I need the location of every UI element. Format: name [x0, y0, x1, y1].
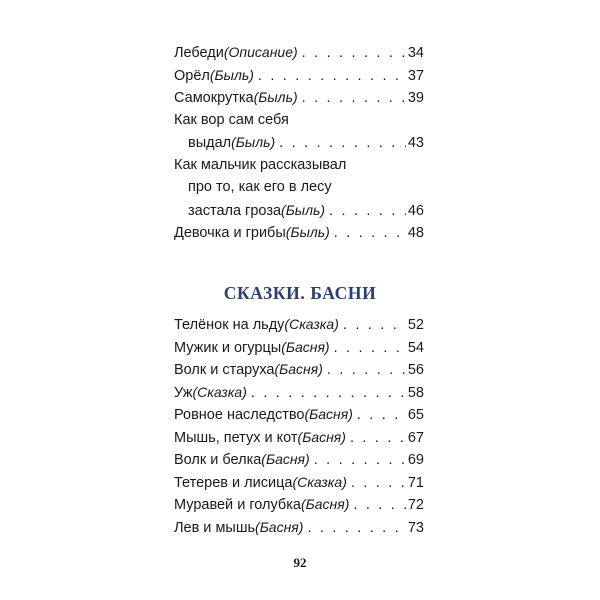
toc-entry-page: 65: [407, 407, 424, 423]
dot-leader: [353, 494, 406, 516]
dot-leader: [334, 337, 406, 359]
toc-section-1: [174, 41, 424, 244]
toc-entry-page: 54: [407, 339, 424, 356]
toc-entry-genre: (Быль): [253, 89, 298, 105]
dot-leader: [258, 65, 406, 87]
toc-entry-page: 72: [407, 497, 424, 513]
toc-entry-line: [174, 131, 424, 154]
dot-leader: [329, 200, 406, 222]
toc-entry-line: [174, 64, 424, 87]
toc-entry: [174, 381, 424, 404]
toc-entry-title: выдал: [188, 135, 232, 151]
toc-entry-title: Лев и мышь: [174, 519, 256, 536]
toc-entry-page: 34: [407, 45, 424, 61]
toc-entry: [174, 221, 424, 244]
toc-entry-page: 39: [407, 90, 424, 106]
toc-entry: [174, 403, 424, 426]
toc-entry-line: [174, 109, 424, 132]
toc-entry: [174, 448, 424, 471]
toc-entry-title: Тетерев и лисица: [174, 474, 293, 491]
dot-leader: [351, 472, 406, 494]
toc-entry-title: про то, как его в лесу: [188, 179, 332, 195]
toc-entry-page: 73: [407, 519, 424, 536]
dot-leader: [302, 42, 406, 64]
toc-entry: [174, 109, 424, 154]
dot-leader: [307, 517, 405, 539]
toc-entry-genre: (Басня): [300, 496, 350, 512]
toc-entry-genre: (Басня): [274, 361, 323, 377]
toc-entry: [174, 41, 424, 64]
toc-entry-line: [174, 381, 424, 404]
toc-entry-genre: (Басня): [297, 428, 346, 445]
toc-entry-line: [174, 221, 424, 244]
section-heading-tales-fables: СКАЗКИ. БАСНИ: [223, 283, 377, 303]
toc-entry-line: [174, 493, 424, 516]
toc-entry-page: 46: [407, 202, 424, 219]
toc-entry: [174, 86, 424, 109]
toc-entry-line: [174, 86, 424, 109]
toc-entry-title: Уж: [174, 384, 193, 401]
dot-leader: [279, 132, 406, 154]
page-number: 92: [293, 555, 307, 570]
toc-entry-title: Волк и старуха: [174, 362, 275, 378]
toc-entry-line: [174, 336, 424, 359]
toc-entry: [174, 336, 424, 359]
toc-entry-genre: (Басня): [255, 518, 304, 535]
toc-entry-title: Лебеди: [174, 45, 224, 61]
toc-entry: [174, 358, 424, 381]
toc-entry-genre: (Быль): [281, 201, 326, 218]
toc-entry-line: [174, 403, 424, 426]
toc-entry-genre: (Быль): [231, 134, 276, 150]
toc-entry-genre: (Басня): [261, 451, 310, 467]
toc-entry-genre: (Описание): [223, 44, 298, 60]
toc-entry: [174, 516, 424, 539]
dot-leader: [350, 427, 406, 449]
toc-entry-title: Как мальчик рассказывал: [174, 156, 347, 173]
dot-leader: [251, 382, 406, 404]
toc-entry-page: 43: [407, 135, 424, 151]
toc-entry-title: Мужик и огурцы: [174, 339, 282, 356]
toc-entry-page: 67: [407, 429, 424, 446]
toc-entry: [174, 471, 424, 494]
toc-entry-title: Орёл: [174, 67, 210, 84]
dot-leader: [343, 314, 406, 336]
toc-entry: [174, 426, 424, 449]
toc-entry-title: Телёнок на льду: [174, 317, 285, 333]
toc-entry-line: [174, 516, 424, 539]
dot-leader: [327, 359, 406, 381]
toc-entry-genre: (Быль): [285, 224, 330, 240]
toc-entry-line: [174, 358, 424, 381]
toc-entry-genre: (Сказка): [292, 473, 347, 490]
toc-entry-title: застала гроза: [188, 202, 282, 219]
toc-entry-genre: (Быль): [209, 66, 254, 83]
toc-entry-title: Как вор сам себя: [174, 111, 289, 128]
toc-entry: [174, 64, 424, 87]
toc-entry-genre: (Басня): [281, 338, 330, 355]
toc-entry-line: [174, 176, 424, 199]
toc-entry-title: Муравей и голубка: [174, 497, 301, 513]
toc-entry-line: [174, 448, 424, 471]
toc-entry: [174, 493, 424, 516]
toc-entry-genre: (Сказка): [284, 316, 339, 332]
toc-entry-line: [174, 313, 424, 336]
toc-entry: [174, 154, 424, 222]
toc-entry-page: 58: [407, 384, 424, 401]
toc-entry-page: 69: [407, 452, 424, 468]
toc-entry-genre: (Басня): [304, 406, 353, 422]
toc-entry-title: Ровное наследство: [174, 407, 305, 423]
toc-entry-title: Самокрутка: [174, 90, 254, 106]
toc-entry-page: 52: [407, 317, 424, 333]
toc-entry-page: 37: [407, 67, 424, 84]
toc-entry: [174, 313, 424, 336]
dot-leader: [357, 404, 406, 426]
toc-entry-page: 71: [407, 474, 424, 491]
dot-leader: [334, 222, 406, 244]
toc-entry-page: 56: [407, 362, 424, 378]
toc-entry-title: Волк и белка: [174, 452, 262, 468]
toc-entry-title: Мышь, петух и кот: [174, 429, 298, 446]
toc-entry-genre: (Сказка): [192, 383, 247, 400]
dot-leader: [302, 87, 406, 109]
dot-leader: [314, 449, 406, 471]
toc-entry-page: 48: [407, 225, 424, 241]
toc-entry-line: [174, 199, 424, 222]
toc-entry-line: [174, 426, 424, 449]
toc-entry-line: [174, 41, 424, 64]
toc-entry-line: [174, 154, 424, 177]
toc-entry-title: Девочка и грибы: [174, 225, 286, 241]
toc-entry-line: [174, 471, 424, 494]
toc-section-2: [174, 313, 424, 538]
